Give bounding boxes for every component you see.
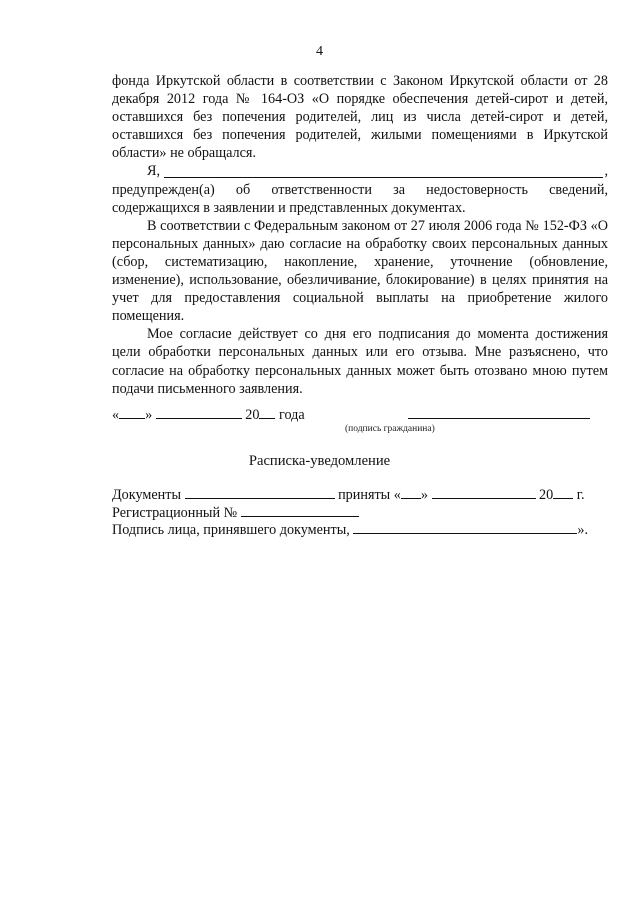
date-open-quote: « — [112, 407, 120, 423]
receipt-reg-row — [112, 502, 612, 520]
receipt-documents-row — [112, 484, 612, 502]
signer-label: Подпись лица, принявшего документы, — [112, 522, 350, 538]
receipt-signer-row — [112, 519, 612, 537]
page-number: 4 — [316, 44, 323, 59]
signer-blank — [353, 519, 577, 534]
day-blank — [119, 404, 145, 419]
ya-suffix: , — [604, 163, 608, 180]
accepted-day-blank — [401, 484, 421, 499]
signer-end: ». — [577, 522, 588, 538]
documents-blank — [185, 484, 335, 499]
accepted-label: приняты « — [338, 487, 401, 503]
signature-blank — [408, 418, 590, 419]
year-blank — [259, 404, 275, 419]
accepted-year-suffix: г. — [576, 487, 585, 503]
date-signature-row — [112, 404, 608, 424]
paragraph-validity: Мое согласие действует со дня его подписания до момента достижения цели обработки персональных данных или его отзыва. Мне разъяснено, что согласие на обработку персональных данных может быть отозвано мною путем подачи письменного заявления. — [112, 326, 608, 397]
ya-prefix: Я, — [147, 163, 161, 180]
paragraph-fund: фонда Иркутской области в соответствии с Законом Иркутской области от 28 декабря 2012 года № 164-ОЗ «О порядке обеспечения детей-сирот и детей, оставшихся без попечения родителей, лиц из числа детей-сирот и детей, оставшихся без попечения родителей, жилыми помещениями в Иркутской области» не обращался. — [112, 73, 608, 162]
full-name-line — [112, 162, 608, 180]
accepted-year-prefix: 20 — [539, 487, 554, 503]
signature-caption: (подпись гражданина) — [345, 424, 435, 434]
accepted-close-quote: » — [420, 487, 428, 503]
paragraph-consent: В соответствии с Федеральным законом от 27 июля 2006 года № 152-ФЗ «О персональных данных» даю согласие на обработку своих персональных данных (сбор, систематизацию, накопление, хранение, уточнение (обновление, изменение), использование, обезличивание, блокирование) в целях принятия на учет для предоставления социальной выплаты на приобретение жилого помещения. — [112, 217, 608, 325]
receipt-title: Расписка-уведомление — [248, 453, 391, 469]
document-body — [112, 72, 608, 398]
paragraph-warning: предупрежден(а) об ответственности за недостоверность сведений, содержащихся в заявлении и представленных документах. — [112, 181, 608, 216]
date-year-prefix: 20 — [245, 407, 260, 423]
reg-number-blank — [241, 502, 359, 517]
accepted-year-blank — [553, 484, 573, 499]
receipt-section — [112, 484, 612, 537]
date-close-quote: » — [145, 407, 153, 423]
date-year-suffix: года — [279, 407, 305, 423]
documents-label: Документы — [112, 487, 181, 503]
accepted-month-blank — [432, 484, 536, 499]
month-blank — [156, 404, 242, 419]
full-name-blank — [164, 176, 603, 178]
reg-label: Регистрационный № — [112, 504, 238, 521]
